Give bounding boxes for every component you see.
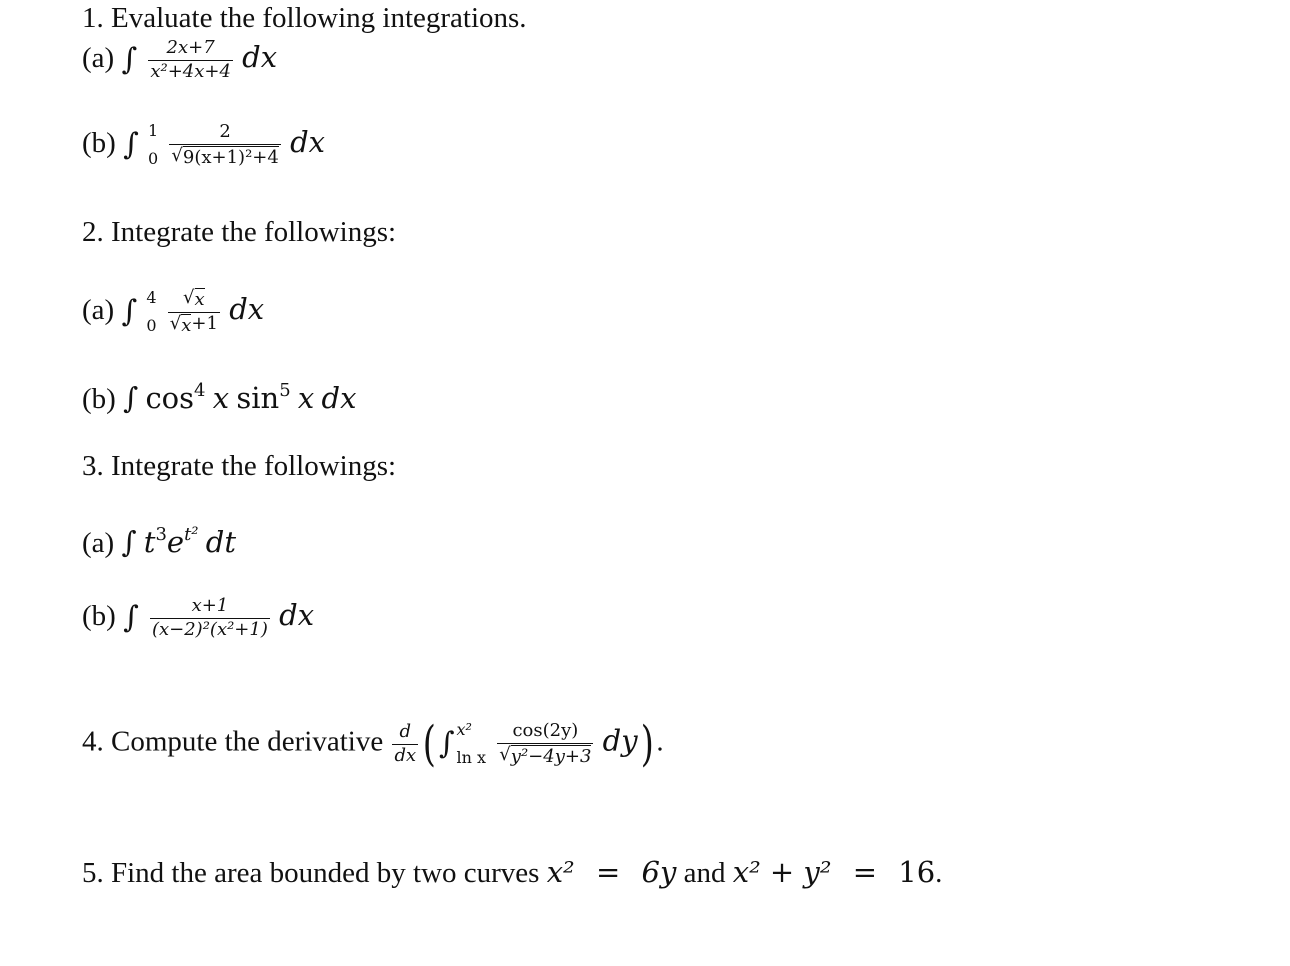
q1a bbox=[82, 38, 277, 82]
q1b-lower: 0 bbox=[147, 149, 159, 169]
q2b-var2: x bbox=[297, 381, 315, 415]
q1a-denominator: x²+4x+4 bbox=[150, 60, 231, 82]
q5 bbox=[82, 855, 943, 889]
q2a-limits bbox=[146, 290, 156, 334]
q4-text: 4. Compute the derivative bbox=[82, 725, 384, 758]
q2b-label: (b) bbox=[82, 383, 116, 415]
q5-eq1: = bbox=[595, 855, 621, 889]
q1-heading: 1. Evaluate the following integrations. bbox=[82, 2, 527, 34]
q2b bbox=[82, 382, 356, 414]
q1b bbox=[82, 122, 325, 168]
q1b-numerator: 2 bbox=[219, 121, 231, 142]
sqrt-icon: √ bbox=[499, 743, 511, 765]
q2a-num-radicand: x bbox=[194, 289, 205, 310]
q2a-numerator bbox=[181, 288, 207, 311]
q2a-label: (a) bbox=[82, 293, 115, 326]
q2b-var1: x bbox=[212, 381, 230, 415]
q3a-label: (a) bbox=[82, 527, 115, 559]
left-paren-icon: ( bbox=[422, 716, 437, 772]
q3b-label: (b) bbox=[82, 599, 116, 632]
q3b-differential: dx bbox=[279, 597, 315, 632]
q4-fraction bbox=[497, 721, 593, 767]
q1a-numerator: 2x+7 bbox=[166, 37, 215, 58]
q4-d-num: d bbox=[399, 720, 412, 742]
q3b-denominator: (x−2)²(x²+1) bbox=[151, 618, 268, 640]
q5-period: . bbox=[935, 857, 943, 889]
q1b-fraction bbox=[169, 122, 280, 168]
q4-differential: dy bbox=[602, 723, 638, 758]
sqrt-icon: √ bbox=[169, 312, 182, 334]
q4 bbox=[82, 716, 664, 772]
q2a-den-radicand: x bbox=[181, 314, 192, 336]
integral-sign: ∫ bbox=[121, 525, 137, 559]
q5-and: and bbox=[683, 857, 726, 889]
q3a-differential: dt bbox=[205, 525, 236, 559]
q4-lower: ln x bbox=[456, 748, 487, 767]
sqrt-icon: √ bbox=[183, 287, 195, 308]
q5-curve1-rhs: 6y bbox=[641, 855, 677, 889]
q1b-radicand: 9(x+1)²+4 bbox=[182, 146, 279, 168]
q3b-fraction bbox=[150, 596, 270, 640]
q3a-base: t bbox=[143, 525, 156, 559]
q3a bbox=[82, 526, 236, 558]
q3b bbox=[82, 596, 314, 640]
q3a-exp-power: t² bbox=[184, 524, 199, 545]
q4-limits bbox=[457, 722, 487, 766]
q2b-cos: cos bbox=[145, 381, 195, 415]
q2b-sin-power: 5 bbox=[279, 380, 291, 401]
q1b-differential: dx bbox=[290, 124, 325, 159]
q1b-limits bbox=[148, 123, 158, 167]
integral-sign: ∫ bbox=[123, 381, 139, 415]
q2a-den-rest: +1 bbox=[191, 312, 218, 334]
q4-period: . bbox=[656, 725, 664, 758]
q4-upper: x² bbox=[456, 720, 472, 739]
q2a-denominator bbox=[168, 314, 220, 337]
q2a bbox=[82, 288, 264, 336]
q2b-cos-power: 4 bbox=[194, 380, 206, 401]
integral-sign: ∫ bbox=[438, 726, 455, 761]
integral-sign: ∫ bbox=[121, 294, 138, 330]
q1b-upper: 1 bbox=[147, 121, 159, 141]
q5-curve2-rhs: 16 bbox=[898, 855, 936, 889]
q3-heading: 3. Integrate the followings: bbox=[82, 450, 397, 482]
q2-heading: 2. Integrate the followings: bbox=[82, 216, 397, 248]
q1b-denominator bbox=[169, 146, 280, 169]
q2a-lower: 0 bbox=[146, 316, 157, 336]
q2b-differential: dx bbox=[321, 381, 357, 415]
q1b-label: (b) bbox=[82, 126, 116, 159]
q3a-base-power: 3 bbox=[155, 524, 167, 545]
q4-radicand: y²−4y+3 bbox=[510, 745, 592, 767]
q2b-sin: sin bbox=[236, 381, 280, 415]
sqrt-icon: √ bbox=[171, 144, 183, 166]
q5-curve1-lhs: x² bbox=[546, 855, 575, 889]
q4-d-den: dx bbox=[394, 744, 417, 766]
q4-denominator bbox=[497, 745, 593, 768]
q2a-differential: dx bbox=[229, 291, 265, 326]
q2a-upper: 4 bbox=[146, 288, 157, 308]
fraction-bar bbox=[497, 743, 593, 744]
q2a-fraction bbox=[168, 288, 220, 336]
q1a-fraction bbox=[148, 38, 233, 82]
q5-eq2: = bbox=[852, 855, 878, 889]
right-paren-icon: ) bbox=[640, 716, 654, 772]
fraction-bar bbox=[169, 144, 280, 145]
q1a-label: (a) bbox=[82, 41, 115, 74]
q3a-exp-base: e bbox=[166, 525, 185, 559]
q5-prefix: 5. Find the area bounded by two curves bbox=[82, 857, 540, 889]
q4-numerator: cos(2y) bbox=[512, 719, 579, 741]
q4-derivative-operator bbox=[392, 722, 418, 766]
integral-sign: ∫ bbox=[121, 42, 138, 78]
integral-sign: ∫ bbox=[123, 600, 139, 636]
q1a-differential: dx bbox=[242, 39, 278, 74]
q5-curve2-lhs: x² + y² bbox=[732, 855, 832, 889]
q3b-numerator: x+1 bbox=[191, 595, 229, 616]
integral-sign: ∫ bbox=[123, 127, 139, 163]
